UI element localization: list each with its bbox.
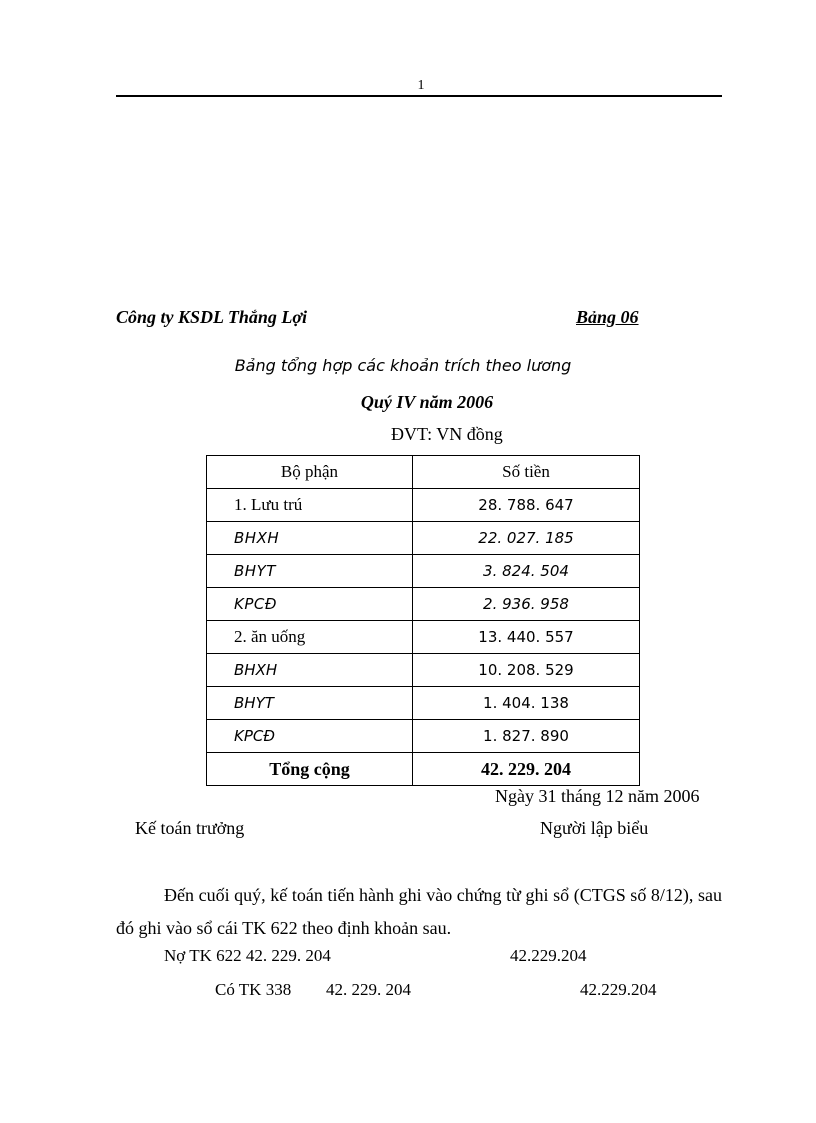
- row-department: 1. Lưu trú: [207, 489, 413, 522]
- row-department: KPCĐ: [207, 720, 413, 753]
- table-row: [207, 522, 640, 555]
- table-row: [207, 555, 640, 588]
- credit-entry-amount: 42.229.204: [580, 980, 657, 999]
- row-amount: 10. 208. 529: [413, 654, 640, 687]
- table-row: [207, 654, 640, 687]
- total-amount: 42. 229. 204: [413, 753, 640, 786]
- row-amount: 3. 824. 504: [413, 555, 640, 588]
- row-department: BHXH: [207, 522, 413, 555]
- row-department: KPCĐ: [207, 588, 413, 621]
- body-paragraph: Đến cuối quý, kế toán tiến hành ghi vào chứng từ ghi sổ (CTGS số 8/12), sau đó ghi vào sổ cái TK 622 theo định khoản sau.: [116, 885, 722, 938]
- company-name: Công ty KSDL Thắng Lợi: [116, 307, 308, 327]
- document-title: Bảng tổng hợp các khoản trích theo lương: [234, 356, 572, 375]
- page-number: 1: [417, 78, 425, 93]
- summary-table: [206, 455, 640, 786]
- currency-unit: ĐVT: VN đồng: [391, 424, 503, 444]
- total-label: Tổng cộng: [207, 753, 413, 786]
- debit-entry-amount: 42.229.204: [510, 946, 587, 965]
- report-date: Ngày 31 tháng 12 năm 2006: [495, 786, 700, 806]
- reporting-period: Quý IV năm 2006: [360, 392, 494, 412]
- table-row: [207, 687, 640, 720]
- row-amount: 1. 827. 890: [413, 720, 640, 753]
- table-row: [207, 720, 640, 753]
- row-amount: 28. 788. 647: [413, 489, 640, 522]
- table-row: [207, 588, 640, 621]
- debit-entry-label: Nợ TK 622 42. 229. 204: [164, 946, 331, 965]
- chief-accountant-label: Kế toán trưởng: [135, 818, 245, 838]
- row-department: BHXH: [207, 654, 413, 687]
- row-amount: 1. 404. 138: [413, 687, 640, 720]
- table-label: Bảng 06: [576, 307, 639, 327]
- row-amount: 13. 440. 557: [413, 621, 640, 654]
- row-department: BHYT: [207, 555, 413, 588]
- header-department: Bộ phận: [207, 456, 413, 489]
- row-department: 2. ăn uống: [207, 621, 413, 654]
- credit-entry-figure: 42. 229. 204: [326, 980, 411, 999]
- table-total-row: [207, 753, 640, 786]
- credit-entry-label: Có TK 338: [215, 980, 292, 999]
- table-header-row: [207, 456, 640, 489]
- table-row: [207, 489, 640, 522]
- row-amount: 22. 027. 185: [413, 522, 640, 555]
- header-amount: Số tiền: [413, 456, 640, 489]
- preparer-label: Người lập biểu: [540, 818, 649, 838]
- header-rule: [116, 95, 722, 97]
- table-row: [207, 621, 640, 654]
- row-amount: 2. 936. 958: [413, 588, 640, 621]
- row-department: BHYT: [207, 687, 413, 720]
